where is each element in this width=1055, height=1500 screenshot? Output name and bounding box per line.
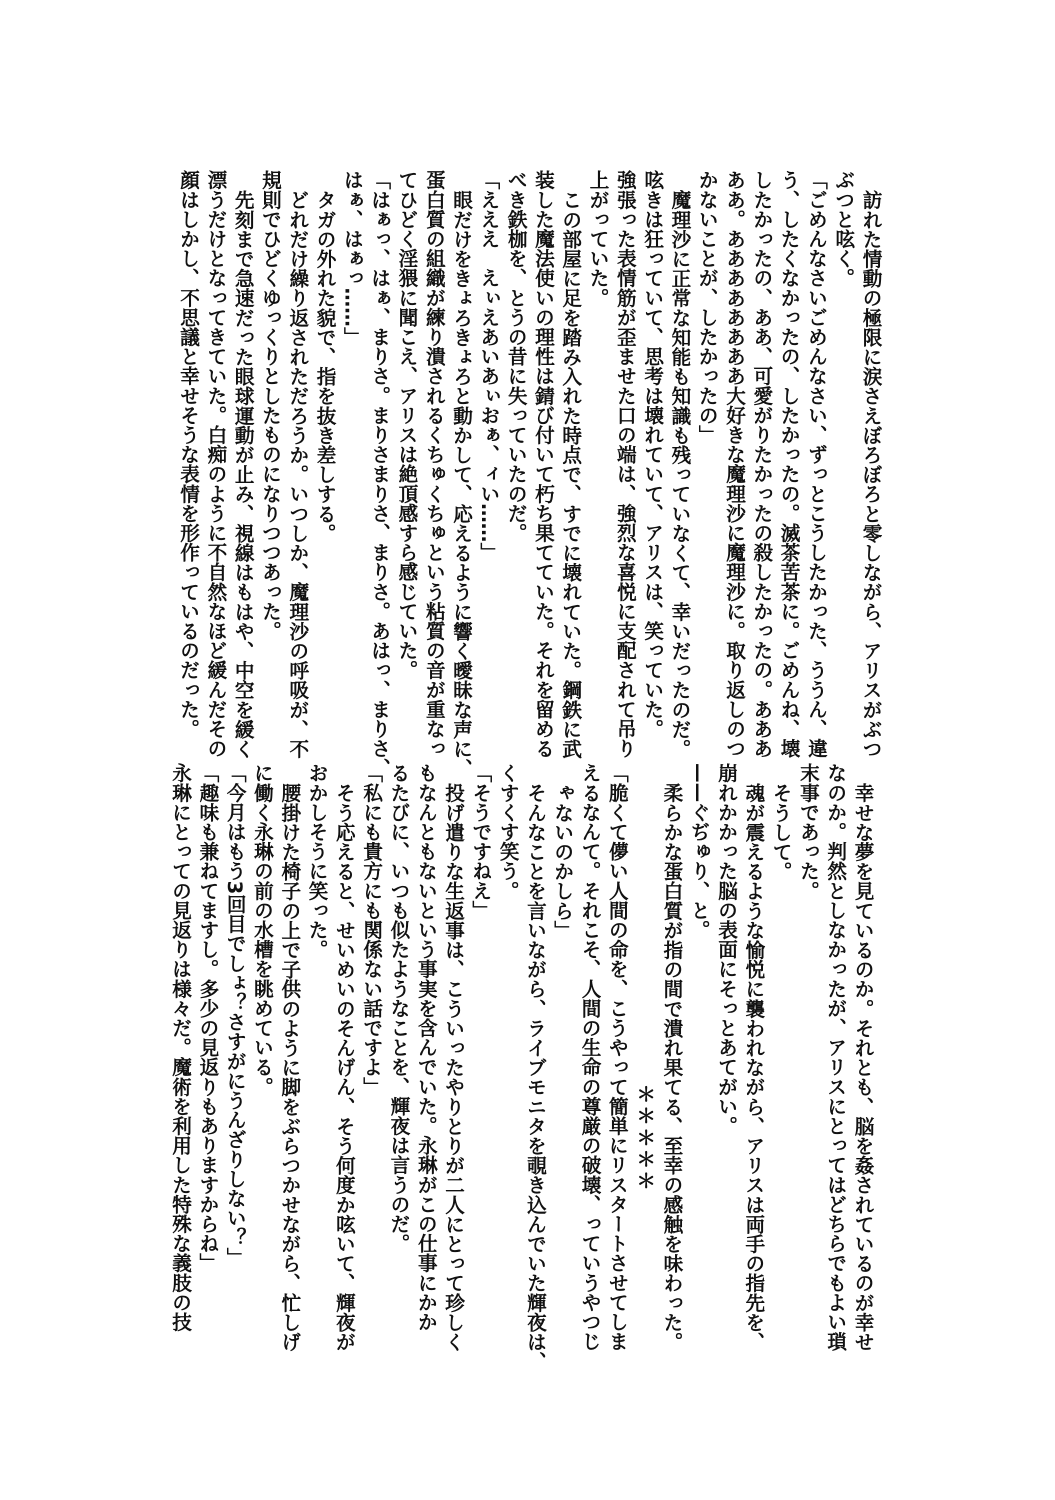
text-column: 蛋白質の組織が練り潰されるくちゅくちゅという粘質の音が重なっ	[422, 170, 446, 758]
text-column: 魂が震えるような愉悦に襲われながら、アリスは両手の指先を、	[741, 782, 765, 1351]
text-column: そうして。	[769, 782, 793, 881]
text-column: くすくす笑う。	[496, 763, 520, 901]
text-column: かないことが、したかったの」	[695, 170, 719, 445]
text-column: 訪れた情動の極限に涙さえぼろぼろと零しながら、アリスがぶつ	[859, 189, 882, 758]
text-column: 「趣味も兼ねてますし。多少の見返りもありますからね」	[195, 763, 219, 1273]
text-column: 末事であった。	[796, 763, 820, 901]
text-column: 永琳にとっての見返りは様々だ。魔術を利用した特殊な義肢の技	[168, 763, 192, 1332]
text-column: に働く永琳の前の水槽を眺めている。	[250, 763, 274, 1097]
text-column: ああ。ああああああああ大好きな魔理沙に魔理沙に。取り返しのつ	[722, 170, 746, 758]
text-column: ゃないのかしら」	[550, 782, 574, 940]
text-column: タガの外れた貌で、指を抜き差しする。	[313, 189, 337, 543]
text-column: えるなんて。それこそ、人間の生命の尊厳の破壊、っていうやつじ	[578, 763, 602, 1351]
text-column: 先刻まで急速だった眼球運動が止み、視線はもはや、中空を緩く	[231, 189, 255, 758]
text-column: るたびに、いつも似たようなことを、輝夜は言うのだ。	[386, 763, 410, 1253]
text-column: そんなことを言いながら、ライブモニタを覗き込んでいた輝夜は、	[523, 782, 547, 1371]
text-column: 「えええ えぃえあいあぃおぁ、ィい……」	[476, 170, 500, 562]
text-column: ぶつと呟く。	[831, 170, 855, 288]
text-column: 漂うだけとなってきていた。白痴のように不自然なほど緩んだその	[203, 170, 227, 758]
text-column: はぁ、はぁっ……」	[340, 170, 364, 347]
text-column: 腰掛けた椅子の上で子供のように脚をぶらつかせながら、忙しげ	[277, 782, 301, 1351]
text-column: 「そうですねえ」	[468, 763, 492, 920]
text-column: 呟きは狂っていて、思考は壊れていて、アリスは、笑っていた。	[640, 170, 664, 739]
text-column: 「脆くて儚い人間の命を、こうやって簡単にリスタートさせてしま	[605, 763, 629, 1351]
text-column: ——ぐぢゅり、と。	[687, 763, 711, 940]
text-column: 「私にも貴方にも関係ない話ですよ」	[359, 763, 383, 1097]
text-column: どれだけ繰り返されただろうか。いつしか、魔理沙の呼吸が、不	[285, 189, 309, 758]
text-column: 眼だけをきょろきょろと動かして、応えるように響く曖昧な声に、	[449, 189, 473, 778]
text-column: 装した魔法使いの理性は錆び付いて朽ち果てていた。それを留める	[531, 170, 555, 758]
text-column: 強張った表情筋が歪ませた口の端は、強烈な喜悦に支配されて吊り	[613, 170, 637, 758]
text-column: 投げ遣りな生返事は、こういったやりとりが二人にとって珍しく	[441, 782, 465, 1351]
text-column: 柔らかな蛋白質が指の間で潰れ果てる、至幸の感触を味わった。	[659, 782, 683, 1351]
text-column: おかしそうに笑った。	[305, 763, 329, 959]
text-column: そう応えると、せいめいのそんげん、そう何度か呟いて、輝夜が	[332, 782, 356, 1351]
text-column: てひどく淫猥に聞こえ、アリスは絶頂感すら感じていた。	[394, 170, 418, 680]
text-column: 「今月はもう3回目でしょ？さすがにうんざりしない？」	[223, 763, 247, 1267]
text-column: 「ごめんなさいごめんなさい、ずっとこうしたかった、ううん、違	[804, 170, 828, 758]
text-column: したかったの、ああ、可愛がりたかったの殺したかったの。あああ	[749, 170, 773, 758]
text-column: 上がっていた。	[586, 170, 610, 308]
text-column: もなんともないという事実を含んでいた。永琳がこの仕事にかか	[414, 763, 438, 1332]
text-column: 幸せな夢を見ているのか。それとも、脳を姦されているのが幸せ	[851, 782, 874, 1351]
text-column: 顔はしかし、不思議と幸せそうな表情を形作っているのだった。	[176, 170, 200, 739]
text-column: なのか。判然としなかったが、アリスにとってはどちらでもよい瑣	[823, 763, 847, 1351]
text-column: この部屋に足を踏み入れた時点で、すでに壊れていた。鋼鉄に武	[558, 189, 582, 758]
text-column: べき鉄枷を、とうの昔に失っていたのだ。	[504, 170, 528, 543]
section-break: ＊＊＊＊＊	[632, 1084, 656, 1192]
text-block-top	[168, 170, 884, 778]
text-column: 崩れかかった脳の表面にそっとあてがい。	[714, 763, 738, 1136]
text-block-bottom	[160, 763, 876, 1371]
text-column: 魔理沙に正常な知能も知識も残っていなくて、幸いだったのだ。	[667, 189, 691, 758]
text-column: 規則でひどくゆっくりとしたものになりつつあった。	[258, 170, 282, 641]
text-column: 「はぁっ、はぁ、まりさ。まりさまりさ、まりさ。あはっ、まりさ、	[367, 170, 391, 778]
text-column: う、したくなかったの、したかったの。滅茶苦茶に。ごめんね、壊	[777, 170, 801, 758]
